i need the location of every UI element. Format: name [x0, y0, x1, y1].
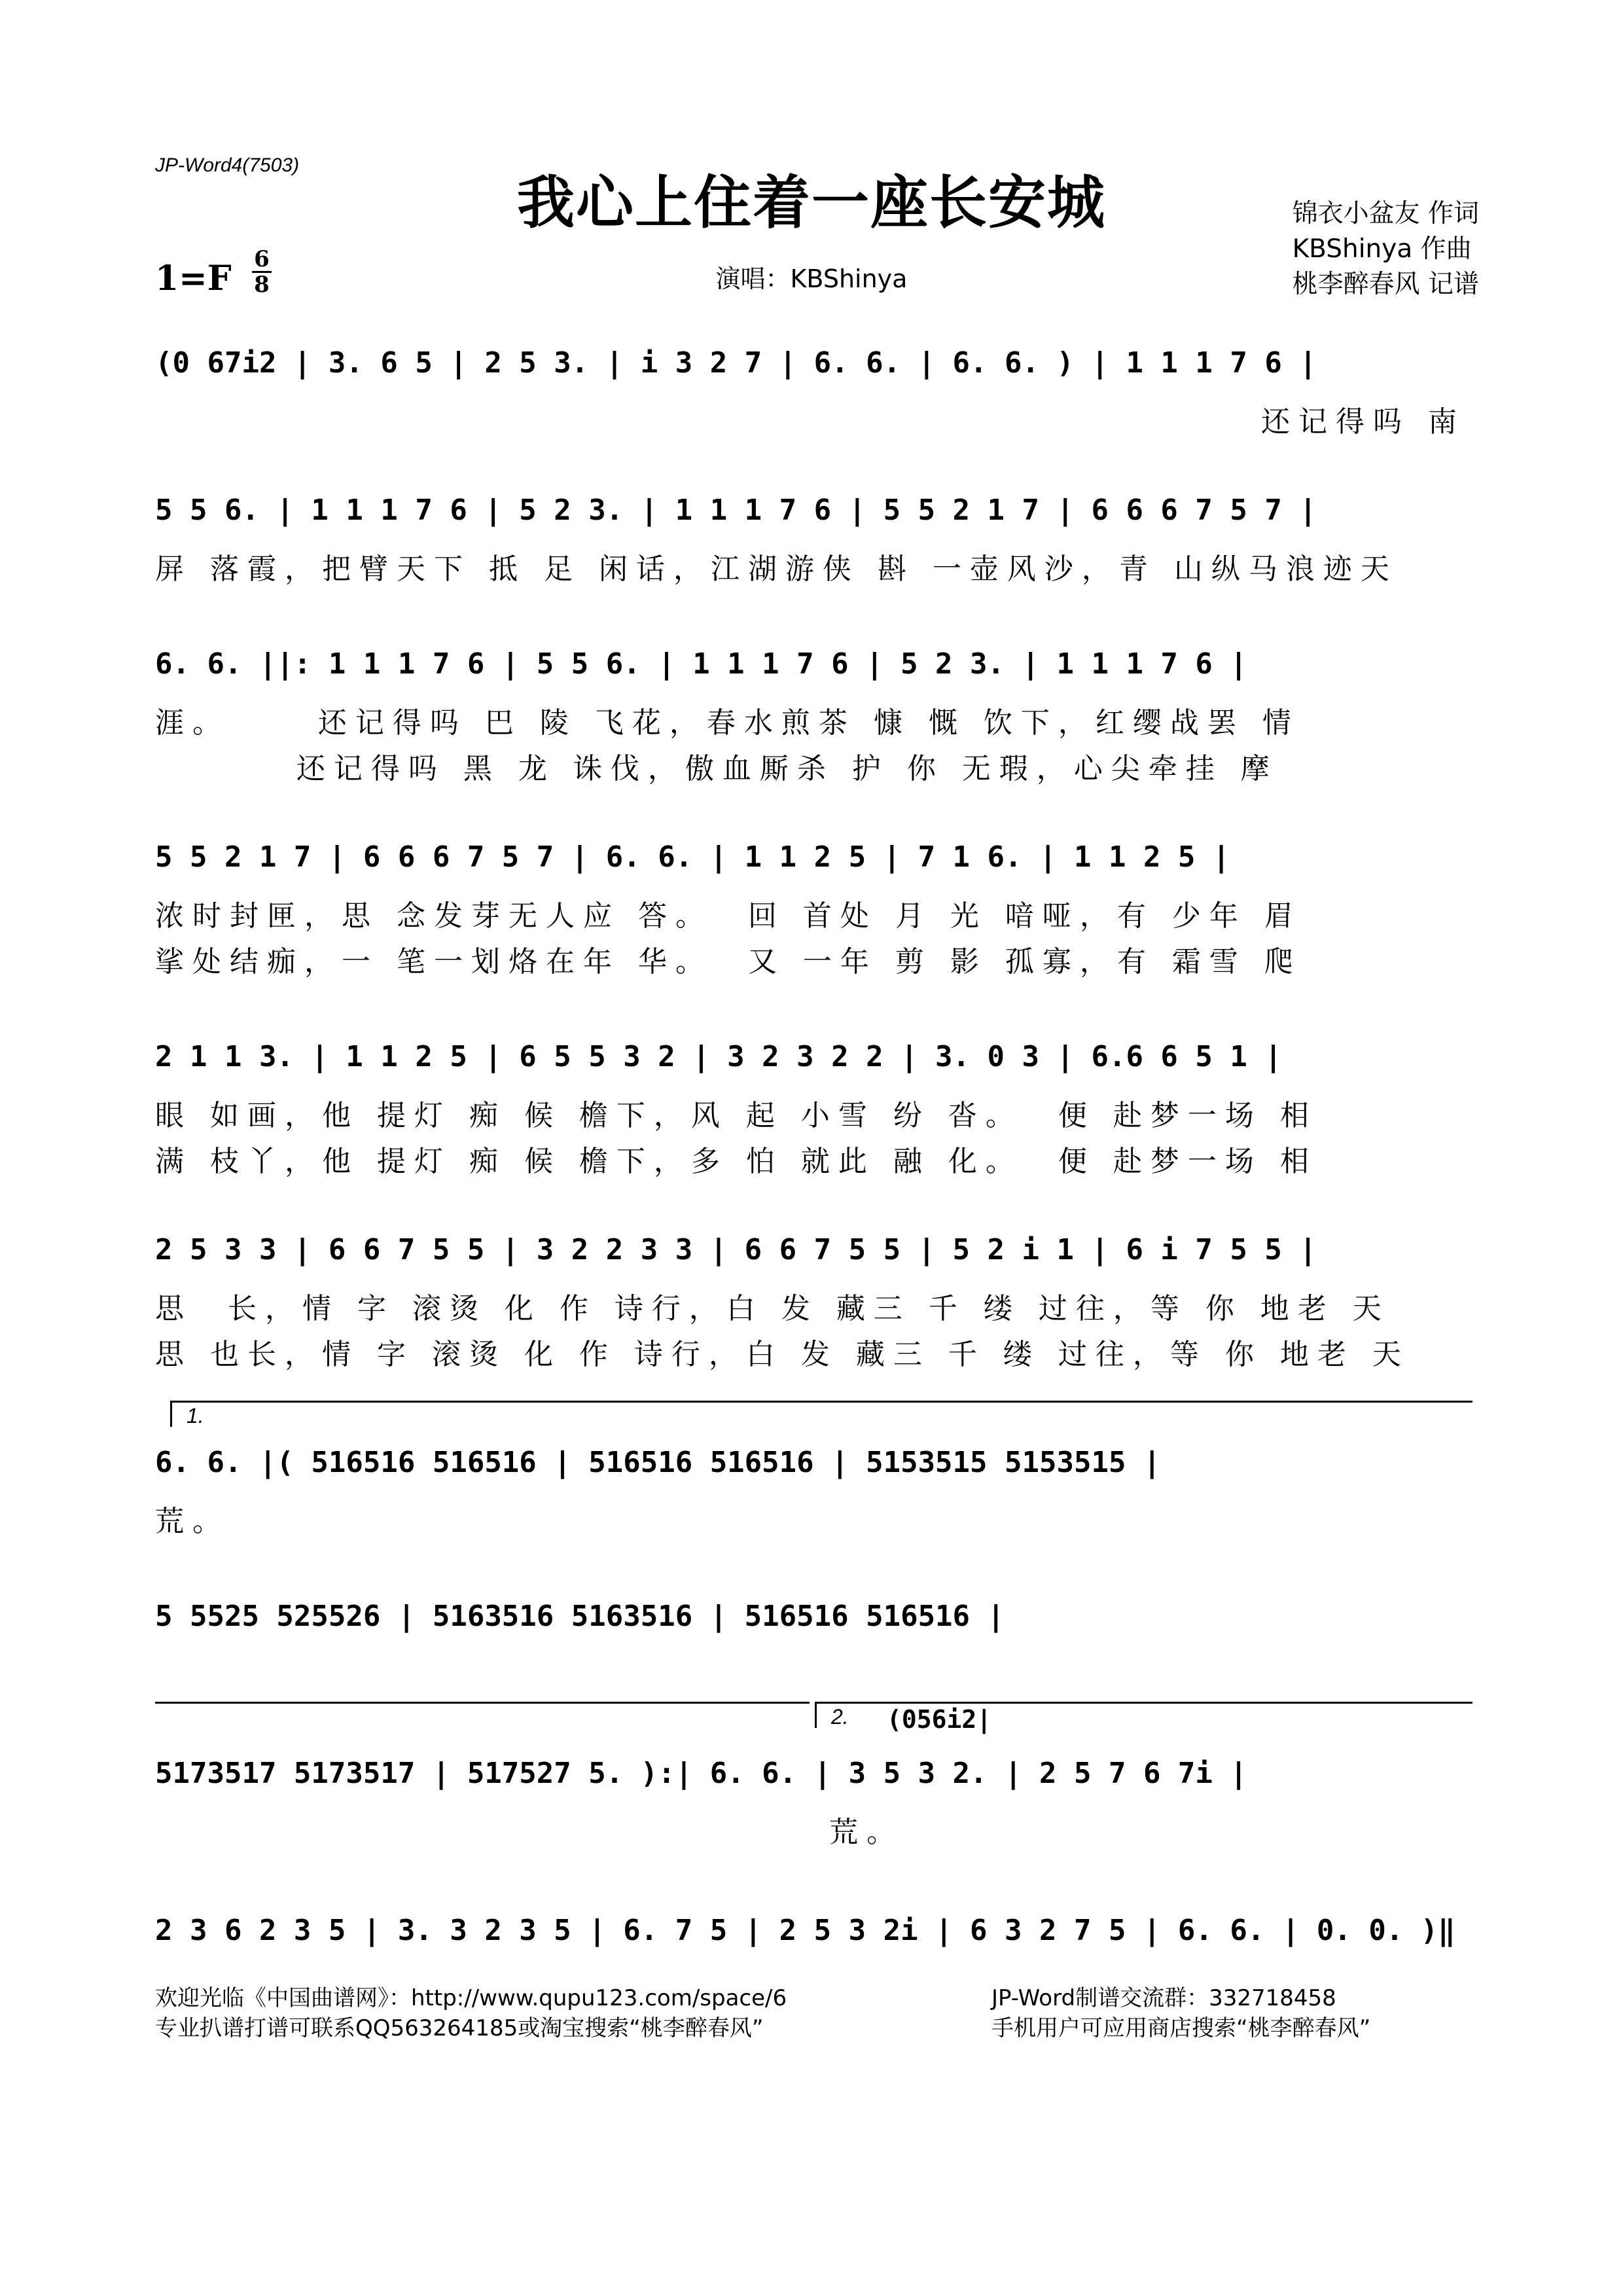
lyric-verse-1: 思 长，情 字 滚烫 化 作 诗行，白 发 藏三 千 缕 过往，等 你 地老 天 — [155, 1292, 1390, 1325]
notation-line: 6. 6. |( 516516 516516 | 516516 516516 | 5153515 5153515 | — [155, 1446, 1161, 1479]
score-system-6 — [155, 1214, 1464, 1378]
volta-bracket-2 — [815, 1702, 1472, 1704]
notation-line: 5173517 5173517 | 517527 5. ):| 6. 6. | 3 5 3 2. | 2 5 7 6 7i | — [155, 1757, 1247, 1790]
volta-bracket-1-continued — [155, 1702, 810, 1704]
score-system-10 — [155, 1895, 1464, 1967]
notation-line: 2 5 3 3 | 6 6 7 5 5 | 3 2 2 3 3 | 6 6 7 5 5 | 5 2 i 1 | 6 i 7 5 5 | — [155, 1233, 1317, 1266]
lyric-verse-1: 荒。 — [829, 1816, 904, 1849]
footer-right — [991, 1983, 1370, 2043]
lyric-verse-2: 挲处结痂，一 笔一划烙在年 华。 又 一年 剪 影 孤寡，有 霜雪 爬 — [155, 945, 1302, 978]
notation-line: 5 5525 525526 | 5163516 5163516 | 516516 516516 | — [155, 1600, 1005, 1633]
time-signature-top: 6 — [254, 246, 270, 272]
lyric-verse-1: 眼 如画，他 提灯 痴 候 檐下，风 起 小雪 纷 沓。 便 赴梦一场 相 — [155, 1099, 1317, 1132]
footer-group: JP-Word制谱交流群：332718458 — [991, 1985, 1336, 2011]
volta-number-1: 1. — [187, 1404, 204, 1427]
volta-number-2: 2. — [831, 1705, 849, 1729]
time-signature-bottom: 8 — [254, 272, 270, 298]
footer-contact: 专业扒谱打谱可联系QQ563264185或淘宝搜索“桃李醉春风” — [155, 2015, 764, 2041]
key-signature: 1=F — [155, 259, 232, 298]
notation-line: (0 67i2 | 3. 6 5 | 2 5 3. | i 3 2 7 | 6. 6. | 6. 6. ) | 1 1 1 7 6 | — [155, 346, 1317, 380]
software-version: JP-Word4(7503) — [155, 154, 300, 176]
notation-line: 2 1 1 3. | 1 1 2 5 | 6 5 5 3 2 | 3 2 3 2 2 | 3. 0 3 | 6.6 6 5 1 | — [155, 1040, 1282, 1073]
lyric-verse-1: 屏 落霞，把臂天下 抵 足 闲话，江湖游侠 斟 一壶风沙，青 山纵马浪迹天 — [155, 552, 1398, 586]
score-system-1 — [155, 327, 1464, 445]
transcriber-credit: 桃李醉春风 记谱 — [1292, 270, 1479, 299]
footer-mobile: 手机用户可应用商店搜索“桃李醉春风” — [991, 2015, 1371, 2041]
grace-intro: (056i2| — [887, 1705, 992, 1734]
score-system-7 — [155, 1427, 1464, 1545]
score-system-2 — [155, 475, 1464, 592]
lyric-verse-1: 浓时封匣，思 念发芽无人应 答。 回 首处 月 光 喑哑，有 少年 眉 — [155, 899, 1302, 933]
notation-line: 5 5 2 1 7 | 6 6 6 7 5 7 | 6. 6. | 1 1 2 5 | 7 1 6. | 1 1 2 5 | — [155, 840, 1230, 874]
lyric-verse-1: 荒。 — [155, 1505, 230, 1538]
lyric-verse-2: 还记得吗 黑 龙 诛伐，傲血厮杀 护 你 无瑕，心尖牵挂 摩 — [155, 752, 1278, 785]
score-system-5 — [155, 1021, 1464, 1185]
notation-line: 5 5 6. | 1 1 1 7 6 | 5 2 3. | 1 1 1 7 6 | 5 5 2 1 7 | 6 6 6 7 5 7 | — [155, 493, 1317, 527]
song-title: 我心上住着一座长安城 — [516, 168, 1106, 236]
notation-line: 6. 6. ||: 1 1 1 7 6 | 5 5 6. | 1 1 1 7 6 | 5 2 3. | 1 1 1 7 6 | — [155, 647, 1247, 681]
lyric-verse-2: 满 枝丫，他 提灯 痴 候 檐下，多 怕 就此 融 化。 便 赴梦一场 相 — [155, 1145, 1317, 1178]
lyric-verse-2: 思 也长，情 字 滚烫 化 作 诗行，白 发 藏三 千 缕 过往，等 你 地老 天 — [155, 1338, 1410, 1371]
lyric-verse-1: 涯。 还记得吗 巴 陵 飞花，春水煎茶 慷 慨 饮下，红缨战罢 情 — [155, 706, 1300, 740]
score-system-3 — [155, 628, 1464, 792]
footer-left — [155, 1983, 787, 2043]
score-system-4 — [155, 821, 1464, 985]
score-system-8 — [155, 1581, 1464, 1653]
score-system-9 — [155, 1738, 1464, 1856]
volta-bracket-1 — [170, 1401, 1472, 1403]
composer-credit: KBShinya 作曲 — [1292, 234, 1472, 264]
notation-line: 2 3 6 2 3 5 | 3. 3 2 3 5 | 6. 7 5 | 2 5 3 2i | 6 3 2 7 5 | 6. 6. | 0. 0. )‖ — [155, 1914, 1455, 1947]
footer-website: 欢迎光临《中国曲谱网》：http://www.qupu123.com/space/6 — [155, 1985, 787, 2011]
lyric-verse-1: 还记得吗 南 — [1261, 405, 1465, 439]
singer: 演唱：KBShinya — [715, 264, 908, 293]
lyricist-credit: 锦衣小盆友 作词 — [1292, 199, 1479, 228]
